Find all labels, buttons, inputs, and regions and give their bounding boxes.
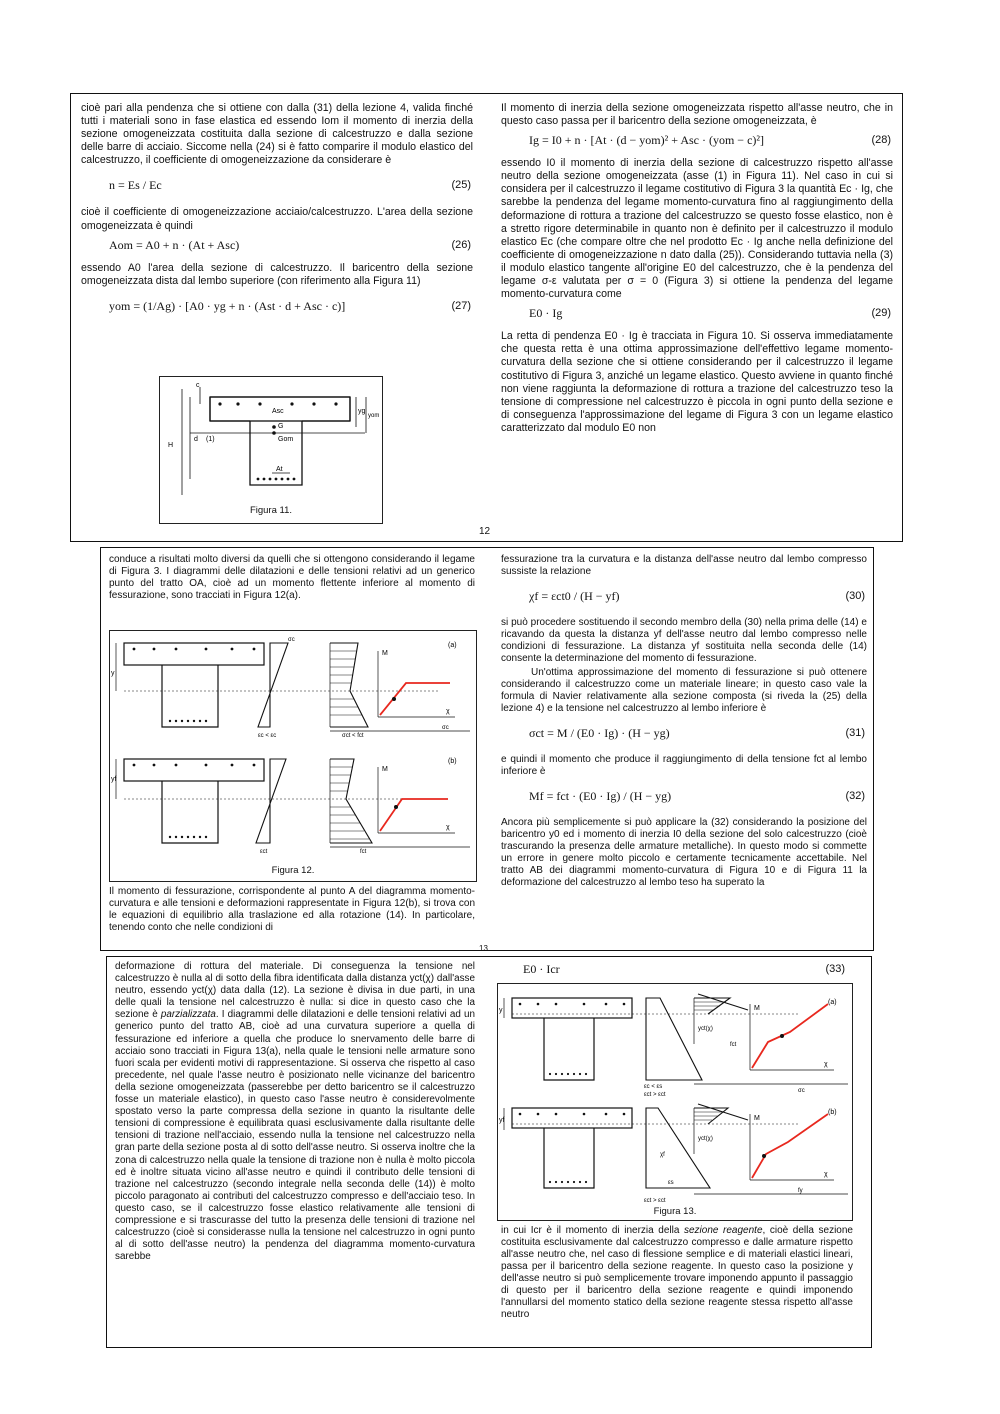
- label-sigma: σc: [798, 1088, 805, 1094]
- equation-number: (31): [845, 727, 865, 739]
- label-asc: Asc: [272, 408, 284, 415]
- equation-formula: σct = M / (E0 · Ig) · (H − yg): [529, 726, 670, 740]
- paragraph: La retta di pendenza E0 · Ig è tracciata in Figura 10. Si osserva immediatamente che questa retta è una ottima approssimazione dell'effettivo legame momento-curvatura della sezione che si ottiene considerando per il calcestruzzo il legame costitutivo di Figura 3, anziché un legame elastico. Questo avviene in quanto finché non viene raggiunta la deformazione di rottura a trazione del calcestruzzo teso la tensione di compressione nel calcestruzzo è piccola in ogni punto della sezione e di conseguenza l'approssimazione del legame di Figura 3 con un legame elastico caratterizzato dal modulo E0 non: [501, 330, 893, 434]
- figure-12: [109, 630, 477, 882]
- equation-26: [81, 235, 473, 259]
- equation-formula: Aom = A0 + n · (At + Asc): [109, 237, 240, 252]
- equation-formula: E0 · Icr: [523, 962, 560, 976]
- page-13-left-column: [109, 554, 475, 604]
- label-m: M: [382, 766, 388, 773]
- label-chi: χ: [824, 1171, 828, 1178]
- paragraph: essendo A0 l'area della sezione di calcestruzzo. Il baricentro della sezione omogeneizzata dista dal lembo superiore (con riferimento alla Figura 11): [81, 261, 473, 287]
- equation-formula: Ig = I0 + n · [At · (d − yom)² + Asc · (yom − c)²]: [529, 133, 764, 148]
- label-yct: yct(χ): [698, 1026, 713, 1032]
- paragraph: Ancora più semplicemente si può applicare la (32) considerando la posizione del baricentro y0 ed i momento di inerzia I0 della sezione del solo calcestruzzo (cioè trascurando la presenza delle armature metalliche). In questo modo si commette un errore in genere molto piccolo e certamente tecnicamente accettabile. Nel tratto AB dei diagrammi momento-curvatura di Figura 10 e di Figura 11 la deformazione del calcestruzzo al lembo teso ha superato la: [501, 817, 867, 888]
- figure-11: [159, 376, 383, 524]
- page-number: 12: [479, 526, 491, 537]
- equation-number: (29): [871, 307, 891, 320]
- equation-28: [501, 130, 893, 154]
- figure-caption: Figura 11.: [249, 505, 293, 516]
- label-sigma-axis: σc: [442, 725, 449, 731]
- paragraph: Il momento di fessurazione, corrispondente al punto A del diagramma momento-curvatura e alle tensioni e deformazioni rappresentate in Figura 12(b), si trova con le equazioni di equilibrio alla traslazione ed alla rotazione (14). In particolare, tenendo conto che nelle condizioni di: [109, 886, 475, 933]
- label-fy: fy: [798, 1188, 803, 1194]
- equation-number: (30): [845, 590, 865, 602]
- label-h: H: [168, 442, 174, 449]
- equation-33: [501, 961, 863, 979]
- label-ec: εc < εc: [258, 733, 277, 739]
- page-13-right-column: [501, 554, 867, 891]
- label-c: c: [196, 382, 200, 389]
- label-a: (a): [828, 999, 837, 1006]
- label-chi-f: χf: [660, 1152, 665, 1158]
- equation-25: [81, 169, 473, 203]
- label-es: εs: [668, 1180, 674, 1186]
- label-a: (a): [448, 642, 457, 649]
- page-12-right-column: [501, 102, 893, 437]
- label-at: At: [276, 466, 283, 473]
- label-m: M: [382, 650, 388, 657]
- page-14-right-column-bottom: [501, 1225, 853, 1323]
- label-g: G: [278, 423, 284, 430]
- paragraph: fessurazione tra la curvatura e la distanza dell'asse neutro dal lembo compresso sussiste la relazione: [501, 554, 867, 577]
- equation-27: [81, 290, 473, 324]
- page-12: [70, 93, 903, 542]
- emphasis-text: parzializzata: [160, 1009, 216, 1021]
- equation-number: (25): [451, 179, 471, 192]
- label-b: (b): [448, 758, 457, 765]
- diagram-b: [111, 758, 470, 855]
- label-b: (b): [828, 1109, 837, 1116]
- paragraph-text: deformazione di rottura del materiale. Di conseguenza la tensione nel calcestruzzo è nulla al di sotto della fibra identificata dalla distanza yct(χ) dall'asse neutro, essendo yct(χ) data dalla (12). La sezione è divisa in due parti, in una delle quali la tensione nel calcestruzzo è nulla: si dice in questo caso che la sezione è: [115, 961, 475, 1021]
- paragraph: cioè pari alla pendenza che si ottiene con dalla (31) della lezione 4, valida finché tutti i materiali sono in fase elastica ed essendo Iom il momento di inerzia della sezione omogeneizzata costituita dalla sezione di calcestruzzo e dalla sezione delle barre di acciaio. Siccome nella (24) si è fatto comparire il modulo elastico del calcestruzzo, il coefficiente di omogeneizzazione da considerare è: [81, 102, 473, 167]
- paragraph: Il momento di inerzia della sezione omogeneizzata rispetto all'asse neutro, che in questo caso passa per il baricentro della sezione omogeneizzata, è: [501, 102, 893, 128]
- label-gom: Gom: [278, 436, 294, 443]
- label-ect: εct > εct: [644, 1092, 666, 1098]
- stress-strain-diagram: [498, 984, 852, 1206]
- equation-number: (27): [451, 299, 471, 312]
- label-yf: yf: [499, 1117, 505, 1124]
- label-sct: σct < fct: [342, 733, 364, 739]
- page-13-left-column-bottom: [109, 886, 475, 936]
- figure-caption: Figura 12.: [271, 865, 315, 876]
- label-yg: yg: [358, 408, 366, 415]
- label-d: d: [194, 436, 198, 443]
- equation-31: [501, 717, 867, 751]
- label-ec: εc < εs: [644, 1084, 663, 1090]
- figure-13: [497, 983, 853, 1221]
- equation-29: [501, 303, 893, 327]
- paragraph: cioè il coefficiente di omogeneizzazione acciaio/calcestruzzo. L'area della sezione omogeneizzata è quindi: [81, 206, 473, 232]
- diagram-a: [499, 994, 848, 1098]
- equation-formula: yom = (1/Ag) · [A0 · yg + n · (Ast · d + Asc · c)]: [109, 298, 346, 313]
- label-ect: εct: [260, 849, 268, 855]
- paragraph-text: in cui Icr è il momento di inerzia della: [501, 1225, 684, 1236]
- label-fct: fct: [730, 1042, 737, 1048]
- label-m: M: [754, 1005, 760, 1012]
- paragraph-text: . I diagrammi delle dilatazioni e delle tensioni relativi ad un generico punto del tratto AB, cioè ad una curvatura superiore a quella di fessurazione ed inferiore a quella che produce lo snervamento delle barre di acciaio sono tracciati in Figura 13(a), nella quale le tensioni nelle armature sono fuori scala per evidenti motivi di rappresentazione. Si osserva che rispetto al caso precedente, nel quale l'asse neutro è posizionato nelle vicinanze del baricentro della sezione omogeneizzata (passerebbe per detto baricentro se il calcestruzzo fosse un materiale elastico), in questo caso l'asse neutro è considerevolmente spostato verso la parte compressa della sezione in quanto la risultante delle tensioni di compressione è equilibrata quasi esclusivamente dalla risultante delle tensioni di trazione nell'acciaio, essendo nulla la tensione nel calcestruzzo nella gran parte della sezione posta al di sotto dell'asse neutro. Si osserva inoltre che la zona di calcestruzzo nella quale la tensione di trazione non è nulla è molto piccola ed è inoltre situata vicino all'asse neutro e quindi il contributo delle tensioni di trazione nel calcestruzzo (secondo integrale nella seconda delle (14)) è molto piccolo paragonato ai contributi del calcestruzzo compresso e dell'acciaio teso. In questo caso, se il calcestruzzo fosse elastico relativamente alle tensioni di compressione e si trascurasse del tutto la presenza delle tensioni di trazione nel calcestruzzo (cioè si considerasse nulla la tensione nel calcestruzzo in ogni punto al di sotto dell'asse neutro) la pendenza del diagramma momento-curvatura sarebbe: [115, 1009, 475, 1263]
- diagram-b: [499, 1104, 848, 1204]
- paragraph: [115, 961, 475, 1263]
- label-chi: χ: [824, 1061, 828, 1068]
- paragraph: si può procedere sostituendo il secondo membro della (30) nella prima delle (14) e ricavando da questa la distanza yf dell'asse neutro dal lembo compresso nelle condizioni di fessurazione. La distanza yf sostituita nella seconda delle (14) consente la determinazione del momento di fessurazione.: [501, 617, 867, 664]
- equation-formula: Mf = fct · (E0 · Ig) / (H − yg): [529, 789, 672, 803]
- equation-number: (28): [871, 134, 891, 147]
- paragraph: conduce a risultati molto diversi da quelli che si ottengono considerando il legame di Figura 3. I diagrammi delle dilatazioni e delle tensioni relativi ad un generico punto del tratto OA, cioè ad un momento flettente inferiore al momento di fessurazione, sono tracciati in Figura 12(a).: [109, 554, 475, 601]
- label-ect: εct > εct: [644, 1198, 666, 1204]
- label-chi: χ: [446, 708, 450, 715]
- label-m: M: [754, 1115, 760, 1122]
- label-y: y: [111, 670, 115, 677]
- emphasis-text: sezione reagente: [683, 1225, 763, 1236]
- stress-strain-diagram: [110, 631, 476, 867]
- label-sigma-c: σc: [288, 637, 295, 643]
- equation-32: [501, 780, 867, 814]
- label-yom: yom: [368, 413, 380, 419]
- equation-number: (32): [845, 790, 865, 802]
- t-section-diagram: [160, 377, 382, 507]
- diagram-a: [111, 637, 470, 739]
- page-14: [106, 956, 872, 1348]
- equation-30: [501, 580, 867, 614]
- paragraph-text: , cioè della sezione costituita esclusivamente dal calcestruzzo compresso e dalle armature rispetto all'asse neutro che, nel caso di flessione semplice e di materiali elastici lineari, passa per il baricentro della sezione reagente. In questo caso la posizione y dell'asse neutro si può semplicemente trovare imponendo appunto il passaggio di questo per il baricentro della sezione reagente e quindi imponendo l'annullarsi del momento statico della sezione reagente stessa rispetto all'asse neutro: [501, 1225, 853, 1320]
- paragraph: essendo I0 il momento di inerzia della sezione di calcestruzzo rispetto all'asse neutro della sezione omogeneizzata (asse (1) in Figura 11). Nel caso in cui si considera per il calcestruzzo il legame costitutivo di Figura 3 la quantità Ec · Ig, che sarebbe la pendenza del legame momento-curvatura fino al raggiungimento della deformazione di rottura a trazione del calcestruzzo se questo fosse elastico, non è a stretto rigore determinabile in quanto non è definito per il calcestruzzo il modulo elastico Ec (che compare oltre che nel prodotto Ec · Ig anche nella definizione del coefficiente di omogeneizzazione n dato dalla (25)). Considerando tuttavia nella (3) il modulo elastico tangente all'origine E0 del calcestruzzo, che è la pendenza del legame σ-ε valutata per σ = 0 (Figura 3) si ottiene la pendenza del legame momento-curvatura come: [501, 157, 893, 301]
- page-number: 13: [479, 944, 488, 953]
- equation-formula: E0 · Ig: [529, 306, 563, 321]
- label-yf: yf: [111, 776, 117, 783]
- equation-number: (26): [451, 238, 471, 251]
- page-12-left-column: [81, 102, 473, 327]
- page-14-left-column: [115, 961, 475, 1265]
- page-13: [100, 547, 874, 951]
- label-axis-1: (1): [206, 436, 215, 443]
- label-fct: fct: [360, 849, 367, 855]
- label-chi: χ: [446, 824, 450, 831]
- equation-number: (33): [825, 963, 845, 975]
- equation-formula: n = Es / Ec: [109, 178, 162, 193]
- paragraph: e quindi il momento che produce il raggiungimento di della tensione fct al lembo inferiore è: [501, 754, 867, 777]
- paragraph: Un'ottima approssimazione del momento di fessurazione si può ottenere considerando il calcestruzzo come un materiale lineare; in questo caso vale la formula di Navier relativamente alla sezione composta (si riveda la (25) della lezione 4) e la tensione nel calcestruzzo al lembo inferiore è: [501, 667, 867, 714]
- figure-caption: Figura 13.: [653, 1206, 697, 1217]
- page-14-right-column: [501, 961, 863, 979]
- label-yct: yct(χ): [698, 1136, 713, 1142]
- paragraph: [501, 1225, 853, 1321]
- equation-formula: χf = εct0 / (H − yf): [529, 589, 620, 603]
- label-y: y: [499, 1007, 503, 1014]
